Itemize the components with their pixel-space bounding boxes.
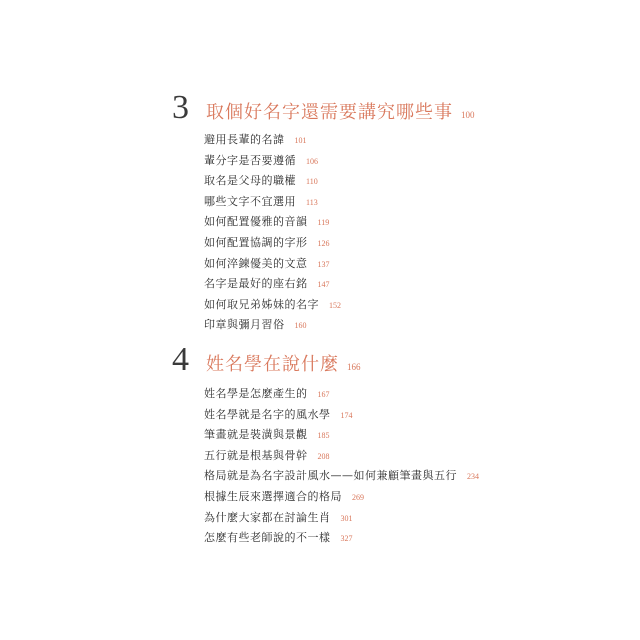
toc-entry-page-number: 327 [340, 534, 353, 544]
toc-entry-title: 姓名學是怎麼產生的 [204, 387, 308, 400]
toc-entry-title: 如何配置協調的字形 [204, 235, 308, 249]
toc-entry-page-number: 208 [317, 451, 330, 461]
toc-entry-title: 印章與彌月習俗 [204, 318, 285, 332]
chapter-title: 姓名學在說什麼 [206, 354, 339, 375]
toc-entry [204, 315, 475, 336]
toc-entry-title: 如何取兄弟姊妹的名字 [204, 297, 319, 311]
toc-entry-list [204, 384, 479, 549]
toc-entry-page-number: 174 [340, 410, 353, 420]
toc-entry [204, 233, 475, 254]
toc-entry [204, 528, 479, 549]
toc-entry [204, 446, 479, 467]
toc-entry [204, 508, 479, 529]
toc-entry [204, 212, 475, 233]
toc-entry-page-number: 119 [317, 218, 330, 228]
toc-entry-title: 姓名學就是名字的風水學 [204, 407, 331, 421]
toc-entry-title: 哪些文字不宜選用 [204, 194, 296, 208]
toc-entry-page-number: 110 [306, 177, 318, 187]
toc-entry-page-number: 147 [317, 280, 330, 290]
toc-entry-list [204, 130, 475, 336]
toc-entry [204, 171, 475, 192]
chapter-3 [172, 88, 475, 336]
toc-entry-title: 名字是最好的座右銘 [204, 277, 308, 291]
toc-entry-page-number: 185 [317, 431, 330, 441]
toc-entry [204, 274, 475, 295]
chapter-4 [172, 340, 479, 549]
toc-entry [204, 254, 475, 275]
chapter-title: 取個好名字還需要講究哪些事 [206, 102, 453, 123]
toc-entry-page-number: 269 [352, 492, 364, 502]
toc-entry-page-number: 152 [329, 300, 341, 310]
toc-entry-title: 格局就是為名字設計風水——如何兼顧筆畫與五行 [204, 469, 457, 483]
toc-entry [204, 487, 479, 508]
toc-entry-title: 五行就是根基與骨幹 [204, 448, 308, 462]
toc-entry-page-number: 113 [306, 197, 318, 207]
chapter-number: 3 [172, 89, 189, 126]
toc-entry [204, 466, 479, 487]
toc-entry [204, 295, 475, 316]
toc-entry [204, 151, 475, 172]
toc-entry-title: 輩分字是否要遵循 [204, 153, 296, 167]
toc-entry [204, 384, 479, 405]
toc-entry-title: 避用長輩的名諱 [204, 133, 285, 146]
toc-entry-page-number: 167 [317, 390, 330, 399]
chapter-page-number: 166 [347, 362, 361, 372]
toc-entry [204, 425, 479, 446]
toc-entry-title: 筆畫就是裝潢與景觀 [204, 428, 308, 442]
chapter-number: 4 [172, 341, 189, 378]
toc-entry-page-number: 160 [294, 321, 307, 331]
toc-entry-page-number: 137 [317, 259, 330, 269]
toc-entry-page-number: 106 [306, 156, 318, 166]
toc-entry [204, 405, 479, 426]
toc-entry-page-number: 301 [340, 513, 353, 523]
toc-entry-title: 為什麼大家都在討論生肖 [204, 510, 331, 524]
toc-entry-page-number: 234 [467, 472, 479, 482]
toc-entry [204, 130, 475, 151]
chapter-heading [172, 340, 479, 380]
toc-entry-title: 取名是父母的職權 [204, 174, 296, 188]
toc-entry-title: 怎麼有些老師說的不一樣 [204, 531, 331, 545]
chapter-heading [172, 88, 475, 128]
toc-entry-title: 如何淬鍊優美的文意 [204, 256, 308, 270]
toc-entry-title: 根據生辰來選擇適合的格局 [204, 489, 342, 503]
chapter-page-number: 100 [461, 110, 475, 120]
toc-entry-title: 如何配置優雅的音韻 [204, 215, 308, 229]
toc-entry [204, 192, 475, 213]
toc-entry-page-number: 126 [317, 238, 330, 248]
toc-entry-page-number: 101 [294, 136, 307, 145]
